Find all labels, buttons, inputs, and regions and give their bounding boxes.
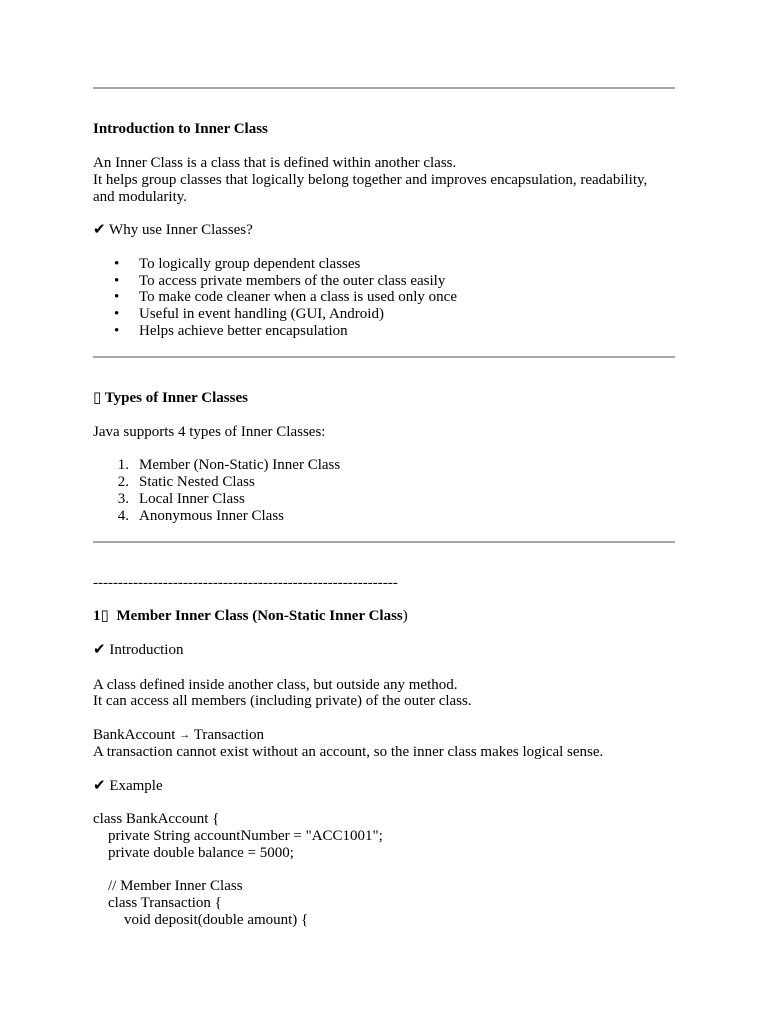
list-number: 3. <box>117 491 129 507</box>
relation-line <box>93 727 264 744</box>
list-item-text: To access private members of the outer class easily <box>139 273 446 289</box>
list-number: 1. <box>117 457 129 473</box>
member-desc-line-1: A class defined inside another class, but outside any method. <box>93 677 458 693</box>
list-item-text: Member (Non-Static) Inner Class <box>139 457 341 473</box>
list-item-text: Helps achieve better encapsulation <box>139 323 348 339</box>
list-item-text: Anonymous Inner Class <box>139 508 284 524</box>
code-line: void deposit(double amount) { <box>124 912 309 928</box>
bullet-icon: • <box>114 323 120 339</box>
bullet-icon: • <box>114 306 120 322</box>
list-number: 2. <box>117 474 129 490</box>
list-item-text: To logically group dependent classes <box>139 256 361 272</box>
list-number: 4. <box>117 508 129 524</box>
member-heading <box>93 608 408 625</box>
bullet-icon: • <box>114 256 120 272</box>
member-heading-number: 1 <box>93 608 101 624</box>
types-heading <box>93 390 248 407</box>
missing-glyph-icon: ▯ <box>100 608 109 624</box>
types-intro: Java supports 4 types of Inner Classes: <box>93 424 326 440</box>
dashes-separator: ------------------------------------------------------------- <box>93 575 398 591</box>
list-item-text: To make code cleaner when a class is used only once <box>139 289 457 305</box>
member-heading-text: Member Inner Class (Non-Static Inner Class <box>116 608 403 624</box>
code-line: class BankAccount { <box>93 811 220 827</box>
divider-top <box>93 87 675 89</box>
relation-right: Transaction <box>193 727 264 743</box>
code-line: private double balance = 5000; <box>108 845 294 861</box>
code-line: class Transaction { <box>108 895 222 911</box>
intro-paragraph-line-1: An Inner Class is a class that is defined within another class. <box>93 155 457 171</box>
member-heading-close: ) <box>402 608 408 624</box>
bullet-icon: • <box>114 273 120 289</box>
intro-paragraph-line-2: It helps group classes that logically belong together and improves encapsulation, readability, <box>93 172 648 188</box>
relation-left: BankAccount <box>93 727 176 743</box>
member-intro-label: ✔ Introduction <box>93 642 184 658</box>
code-line: // Member Inner Class <box>108 878 243 894</box>
divider-2 <box>93 356 675 358</box>
why-heading: ✔ Why use Inner Classes? <box>93 222 253 238</box>
code-line: private String accountNumber = "ACC1001"; <box>108 828 383 844</box>
intro-paragraph-line-3: and modularity. <box>93 189 188 205</box>
list-item-text: Static Nested Class <box>139 474 255 490</box>
bullet-icon: • <box>114 289 120 305</box>
list-item-text: Useful in event handling (GUI, Android) <box>139 306 384 322</box>
types-heading-text: Types of Inner Classes <box>104 390 248 406</box>
relation-desc: A transaction cannot exist without an account, so the inner class makes logical sense. <box>93 744 604 760</box>
list-item-text: Local Inner Class <box>139 491 245 507</box>
divider-3 <box>93 541 675 543</box>
arrow-right-icon: → <box>179 729 191 741</box>
missing-glyph-icon: ▯ <box>93 390 102 406</box>
example-label: ✔ Example <box>93 778 163 794</box>
intro-heading: Introduction to Inner Class <box>93 121 268 137</box>
member-desc-line-2: It can access all members (including private) of the outer class. <box>93 693 472 709</box>
